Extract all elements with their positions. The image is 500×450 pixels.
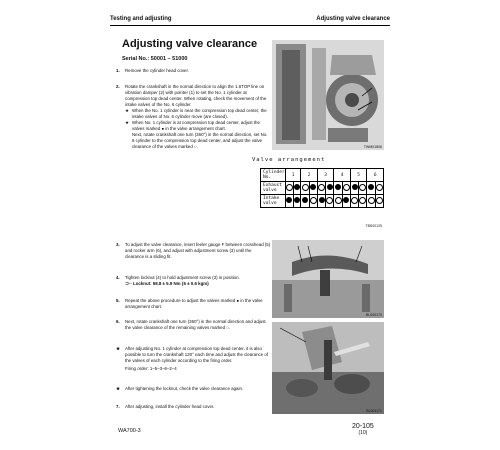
note-text: When the No. 1 cylinder is near the compression top dead center, the intake valves of No. 6 cylinder move (are closed).: [132, 108, 267, 119]
header-topic: Adjusting valve clearance: [316, 16, 390, 22]
step-text: Remove the cylinder head cover.: [125, 68, 189, 73]
exhaust-valve-cell: [301, 182, 309, 195]
filled-circle-icon: [294, 197, 300, 203]
intake-valve-cell: [367, 195, 375, 208]
open-circle-icon: [343, 184, 350, 191]
exhaust-valve-cell: [294, 182, 301, 195]
figure-feeler-gauge: [272, 322, 384, 414]
filled-circle-icon: [343, 197, 349, 203]
open-circle-icon: [376, 197, 383, 204]
note-2: [125, 120, 271, 132]
filled-circle-icon: [319, 197, 325, 203]
step-text: Rotate the crankshaft in the normal direction to align the 1.6TOP line on vibration damper (2) with pointer (1) to set the No. 1 cylinder at compression top dead center. When rotating, check the movement of the intake valves of the No. 6 cylinder.: [125, 84, 267, 107]
open-circle-icon: [359, 184, 366, 191]
open-circle-icon: [359, 197, 366, 204]
exhaust-valve-cell: [317, 182, 325, 195]
step-1: [116, 68, 271, 74]
table-row: [261, 195, 384, 208]
note-text: When No. 1 cylinder is at compression top dead center, adjust the valves marked ● in the valve arrangement chart.: [132, 120, 260, 131]
intake-valve-cell: [359, 195, 367, 208]
step-text: After adjusting, install the cylinder head cover.: [125, 404, 215, 409]
figure-code: TWM01806: [363, 145, 382, 149]
step-4: [116, 275, 271, 287]
exhaust-valve-cell: [367, 182, 375, 195]
note-1: [125, 108, 271, 120]
step-text: Repeat the above procedure to adjust the valves marked ● in the valve arrangement chart.: [125, 298, 263, 309]
cylinder-no: 3: [317, 169, 334, 182]
step-number: 5.: [116, 298, 120, 303]
feeler-gauge-illustration: [272, 322, 384, 414]
intake-valve-cell: [326, 195, 334, 208]
step-extra: Next, rotate crankshaft one turn (360°) in the normal direction, set No. 6 cylinder to the compression top dead center, and adjust the valve clearance of the valves marked ○.: [132, 132, 268, 149]
table-row: [261, 169, 384, 182]
filled-circle-icon: [327, 184, 333, 190]
step-3: [116, 242, 271, 260]
filled-circle-icon: [310, 184, 316, 190]
intake-valve-cell: [317, 195, 325, 208]
open-circle-icon: [318, 184, 325, 191]
wrench-icon: ⊐─: [125, 281, 132, 286]
revision-number: (10): [358, 430, 368, 436]
exhaust-valve-cell: [375, 182, 383, 195]
step-number: 6.: [116, 319, 120, 324]
exhaust-valve-cell: [342, 182, 350, 195]
step-number: 4.: [116, 275, 120, 280]
step-number: 2.: [116, 84, 120, 89]
filled-circle-icon: [286, 197, 292, 203]
open-circle-icon: [326, 197, 333, 204]
open-circle-icon: [368, 197, 375, 204]
filled-circle-icon: [335, 184, 341, 190]
chart-title: Valve arrangement: [252, 157, 326, 163]
step-text: After adjusting No. 1 cylinder at compression top dead center, it is also possible to turn the crankshaft 120° each time and adjust the clearance of the valves of each cylinder according to the firing order.: [125, 346, 269, 363]
step-5: [116, 298, 271, 310]
open-circle-icon: [376, 184, 383, 191]
intake-valve-cell: [309, 195, 317, 208]
page-number-text: 20-105: [352, 423, 374, 430]
intake-valve-cell: [334, 195, 342, 208]
cylinder-no: 4: [334, 169, 351, 182]
step-text: Tighten locknut (4) to hold adjustment screw (3) in position.: [125, 275, 240, 280]
step-2: [116, 84, 271, 150]
open-circle-icon: [310, 197, 317, 204]
cylinder-no: 1: [285, 169, 301, 182]
figure-code: TBS00125: [365, 224, 382, 228]
exhaust-valve-cell: [326, 182, 334, 195]
step-number: 3.: [116, 242, 120, 247]
note-firing-order: [116, 346, 271, 372]
model-number: WA700-3: [118, 428, 141, 434]
intake-valve-cell: [375, 195, 383, 208]
page-number: [352, 423, 374, 437]
cylinder-no: 2: [301, 169, 318, 182]
intake-valve-cell: [350, 195, 358, 208]
filled-circle-icon: [352, 184, 358, 190]
intake-valve-cell: [294, 195, 301, 208]
cylinder-label: Cylinder No.: [261, 169, 286, 182]
step-text: To adjust the valve clearance, insert feeler gauge F between crosshead (5) and rocker arm (6), and adjust with adjustment screw (3) until the clearance is a sliding fit.: [125, 242, 271, 259]
intake-valve-cell: [342, 195, 350, 208]
cylinder-no: 6: [367, 169, 384, 182]
intake-valve-cell: [301, 195, 309, 208]
cylinder-no: 5: [350, 169, 367, 182]
intake-label: Intake valve: [261, 195, 286, 208]
page-title: Adjusting valve clearance: [122, 38, 258, 50]
star-icon: ★: [116, 346, 120, 351]
figure-code: BL000170: [366, 313, 382, 317]
open-circle-icon: [335, 197, 342, 204]
table-row: [261, 182, 384, 195]
page-header: [110, 15, 390, 26]
serial-number: Serial No.: 50001 – 51000: [122, 56, 188, 62]
header-section: Testing and adjusting: [110, 16, 172, 22]
exhaust-valve-cell: [285, 182, 293, 195]
figure-rocker-arm: [272, 240, 384, 318]
filled-circle-icon: [294, 184, 300, 190]
rocker-arm-illustration: [272, 240, 384, 318]
star-icon: ★: [116, 386, 120, 391]
figure-vibration-damper: [272, 40, 384, 150]
filled-circle-icon: [368, 184, 374, 190]
filled-circle-icon: [302, 197, 308, 203]
valve-table: [260, 168, 384, 208]
step-6: [116, 319, 271, 331]
star-icon: ★: [125, 120, 129, 125]
torque-spec: [125, 281, 271, 287]
firing-order: Firing order: 1–5–3–6–2–4: [125, 366, 177, 371]
step-text: After tightening the locknut, check the valve clearance again.: [125, 386, 244, 391]
damper-illustration: [272, 40, 384, 150]
step-7: [116, 404, 271, 410]
intake-valve-cell: [285, 195, 293, 208]
exhaust-valve-cell: [309, 182, 317, 195]
open-circle-icon: [302, 184, 309, 191]
step-number: 7.: [116, 404, 120, 409]
exhaust-valve-cell: [350, 182, 358, 195]
figure-code: BL001171: [366, 409, 382, 413]
valve-arrangement-chart: [246, 155, 384, 228]
step-text: Next, rotate crankshaft one turn (360°) in the normal direction and adjust the valve clearance of the remaining valves marked ○.: [125, 319, 266, 330]
open-circle-icon: [286, 184, 293, 191]
exhaust-valve-cell: [359, 182, 367, 195]
exhaust-label: Exhaust valve: [261, 182, 286, 195]
step-number: 1.: [116, 68, 120, 73]
torque-text: Locknut: 58.8 ± 5.9 Nm {6 ± 0.6 kgm}: [133, 281, 209, 286]
star-icon: ★: [125, 108, 129, 113]
open-circle-icon: [351, 197, 358, 204]
exhaust-valve-cell: [334, 182, 342, 195]
note-recheck: [116, 386, 271, 392]
